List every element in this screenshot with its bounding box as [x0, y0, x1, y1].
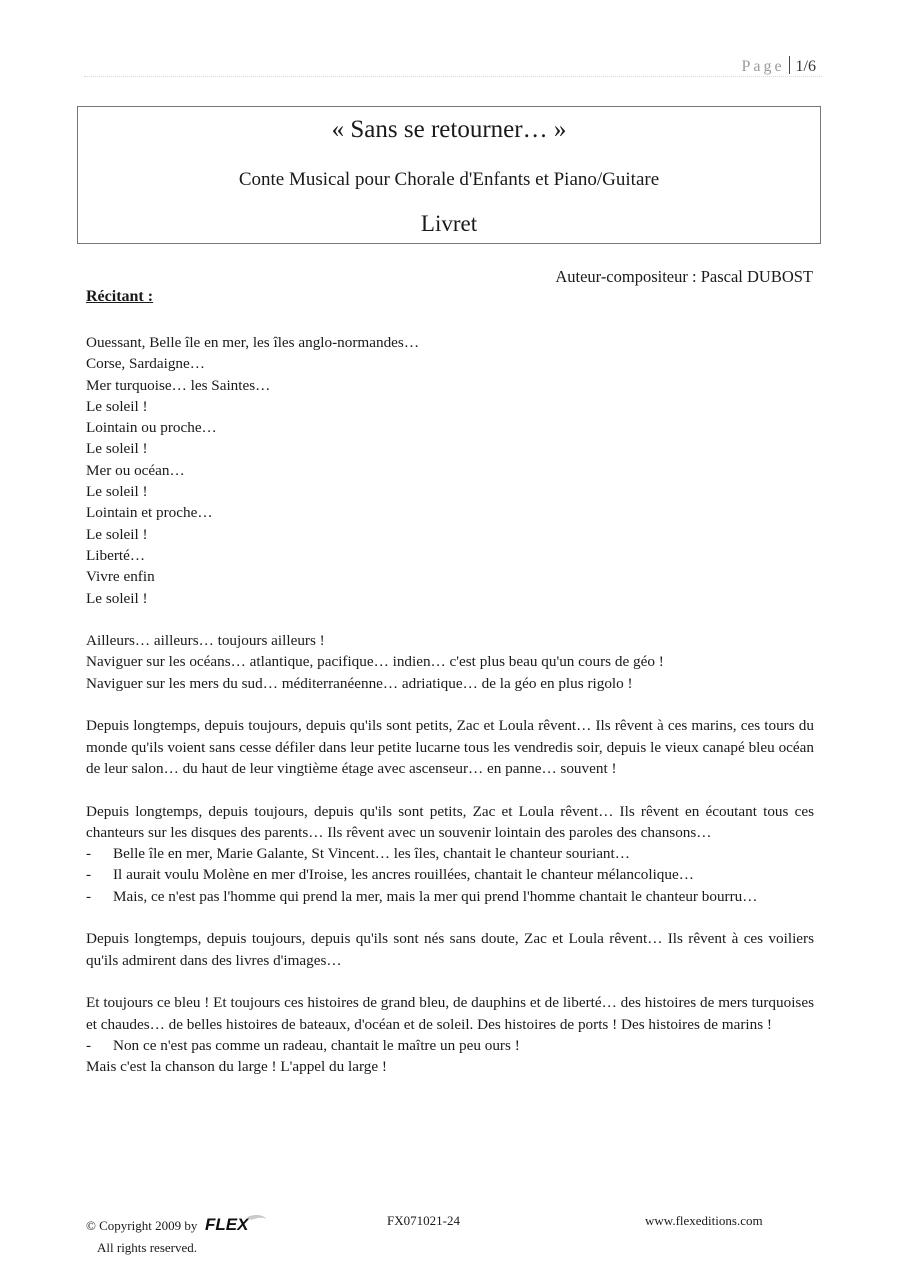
narrator-heading: Récitant : [86, 288, 154, 305]
verse-line: Mer ou océan… [86, 461, 185, 479]
paragraph-gap [86, 779, 814, 800]
page-number-value: 1/6 [795, 58, 816, 75]
livret-body [86, 332, 814, 1077]
verse-line: Vivre enfin [86, 568, 155, 586]
paragraph-gap [86, 609, 814, 630]
closing-line: Mais c'est la chanson du large ! L'appel du large ! [86, 1058, 387, 1076]
paragraph-gap [86, 694, 814, 715]
verse-line: Liberté… [86, 546, 146, 564]
verse-line: Naviguer sur les mers du sud… méditerranéenne… adriatique… de la géo en plus rigolo ! [86, 674, 633, 692]
song-quote-item [86, 843, 814, 864]
document-subtitle: Conte Musical pour Chorale d'Enfants et Piano/Guitare [238, 169, 660, 190]
dash-marker: - [86, 887, 92, 905]
verse-line: Le soleil ! [86, 483, 148, 501]
page-word: Page [741, 58, 785, 75]
verse-line: Lointain et proche… [86, 504, 213, 522]
song-quote-item [86, 886, 814, 907]
flex-logo-text: FLEX [204, 1215, 249, 1234]
verse-line: Lointain ou proche… [86, 419, 217, 437]
page-separator [789, 56, 790, 74]
title-box [77, 106, 821, 244]
header-rule [84, 76, 822, 77]
flex-logo [203, 1213, 269, 1239]
paragraph-three: Depuis longtemps, depuis toujours, depuis qu'ils sont nés sans doute, Zac et Loula rêvent… Ils rêvent à ces voiliers qu'ils admirent dans des livres d'images… [86, 930, 814, 969]
rights-text: All rights reserved. [97, 1240, 198, 1255]
verse-two [86, 630, 814, 694]
catalog-code: FX071021-24 [387, 1213, 460, 1228]
verse-line: Naviguer sur les océans… atlantique, pacifique… indien… c'est plus beau qu'un cours de géo ! [86, 653, 664, 671]
song-quote-text: Mais, ce n'est pas l'homme qui prend la mer, mais la mer qui prend l'homme chantait le chanteur bourru… [113, 887, 758, 905]
copyright-text: © Copyright 2009 by [86, 1218, 198, 1233]
dash-marker: - [86, 1036, 92, 1054]
song-quote-item [86, 864, 814, 885]
song-quote-item [86, 1035, 814, 1056]
song-quote-text: Non ce n'est pas comme un radeau, chantait le maître un peu ours ! [113, 1036, 520, 1054]
dash-marker: - [86, 845, 92, 863]
author-line: Auteur-compositeur : Pascal DUBOST [555, 267, 813, 286]
document-label: Livret [420, 211, 478, 236]
verse-line: Le soleil ! [86, 397, 148, 415]
paragraph-gap [86, 907, 814, 928]
verse-one [86, 332, 814, 609]
page-number [741, 56, 816, 76]
footer-copyright [86, 1213, 269, 1256]
song-quote-text: Belle île en mer, Marie Galante, St Vincent… les îles, chantait le chanteur souriant… [113, 845, 630, 863]
verse-line: Le soleil ! [86, 589, 148, 607]
verse-line: Corse, Sardaigne… [86, 355, 205, 373]
website-url: www.flexeditions.com [645, 1213, 763, 1228]
verse-line: Ailleurs… ailleurs… toujours ailleurs ! [86, 632, 325, 650]
song-quote-text: Il aurait voulu Molène en mer d'Iroise, les ancres rouillées, chantait le chanteur mélancolique… [113, 866, 694, 884]
document-title: « Sans se retourner… » [331, 116, 567, 143]
verse-line: Le soleil ! [86, 525, 148, 543]
verse-line: Mer turquoise… les Saintes… [86, 376, 271, 394]
dash-marker: - [86, 866, 92, 884]
verse-line: Le soleil ! [86, 440, 148, 458]
paragraph-one: Depuis longtemps, depuis toujours, depuis qu'ils sont petits, Zac et Loula rêvent… Ils rêvent à ces marins, ces tours du monde qu'ils voient sans cesse défiler dans leur petite lucarne tous les vendredis soir, depuis le vieux canapé bleu océan de leur salon… du haut de leur vingtième étage avec ascenseur… en panne… souvent ! [86, 717, 814, 777]
paragraph-four: Et toujours ce bleu ! Et toujours ces histoires de grand bleu, de dauphins et de liberté… des histoires de mers turquoises et chaudes… de belles histoires de bateaux, d'océan et de soleil. Des histoires de ports ! Des histoires de marins ! [86, 994, 814, 1033]
paragraph-gap [86, 971, 814, 992]
verse-line: Ouessant, Belle île en mer, les îles anglo-normandes… [86, 334, 420, 351]
paragraph-two: Depuis longtemps, depuis toujours, depuis qu'ils sont petits, Zac et Loula rêvent… Ils rêvent en écoutant tous ces chanteurs sur les disques des parents… Ils rêvent avec un souvenir lointain des paroles des chansons… [86, 802, 814, 841]
